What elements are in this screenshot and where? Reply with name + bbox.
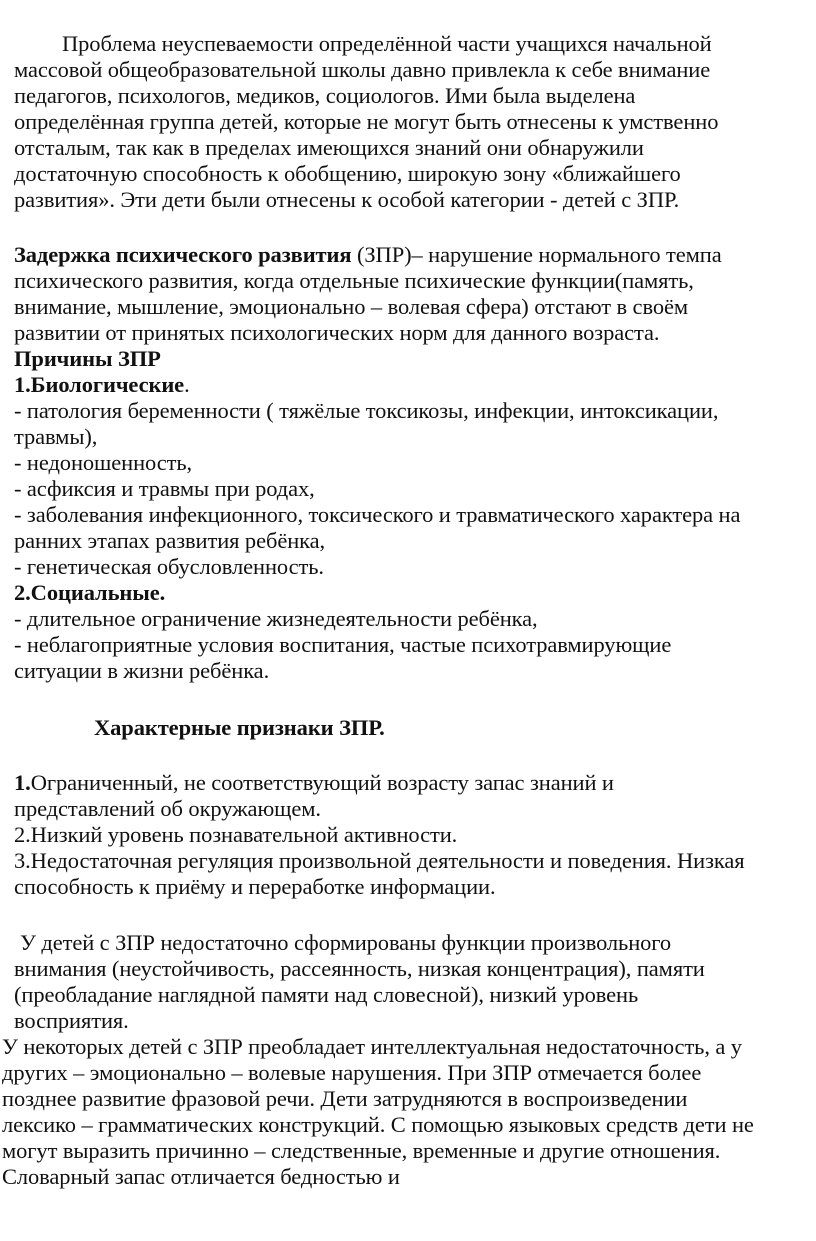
bio-cause-item: - генетическая обусловленность. [14,554,324,579]
sign-item-3-cont: способность к приёму и переработке информации. [14,874,496,899]
attention-line: внимания (неустойчивость, рассеянность, низкая концентрация), памяти [14,956,705,981]
sign-item-3: 3.Недостаточная регуляция произвольной деятельности и поведения. Низкая [14,848,745,873]
bio-cause-item: - патология беременности ( тяжёлые токсикозы, инфекции, интоксикации, [14,398,719,423]
definition-term: Задержка психического развития [14,242,352,267]
bio-title-dot: . [184,372,190,397]
final-line: могут выразить причинно – следственные, временные и другие отношения. [2,1138,721,1163]
bio-cause-item: травмы), [14,424,98,449]
intro-line: отсталым, так как в пределах имеющихся знаний они обнаружили [14,135,644,160]
definition-first-line [14,242,722,268]
social-cause-item: ситуации в жизни ребёнка. [14,658,270,683]
bio-cause-item: - заболевания инфекционного, токсического и травматического характера на [14,502,741,527]
bio-title-line [14,372,190,398]
attention-line: У детей с ЗПР недостаточно сформированы функции произвольного [20,930,672,955]
intro-line: достаточную способность к обобщению, широкую зону «ближайшего [14,161,681,186]
intro-line: педагогов, психологов, медиков, социологов. Ими была выделена [14,83,636,108]
final-line: У некоторых детей с ЗПР преобладает интеллектуальная недостаточность, а у [2,1034,742,1059]
social-cause-item: - длительное ограничение жизнедеятельности ребёнка, [14,606,538,631]
final-line: других – эмоционально – волевые нарушения. При ЗПР отмечается более [2,1060,702,1085]
bio-cause-item: - асфиксия и травмы при родах, [14,476,315,501]
attention-line: (преобладание наглядной памяти над словесной), низкий уровень [14,982,639,1007]
sign-item-1 [14,770,614,796]
definition-line: психического развития, когда отдельные психические функции(память, [14,268,694,293]
causes-heading: Причины ЗПР [14,346,161,371]
sign-item-1-number: 1. [14,770,31,795]
definition-line: развитии от принятых психологических норм для данного возраста. [14,320,660,345]
final-line: лексико – грамматических конструкций. С помощью языковых средств дети не [2,1112,754,1137]
attention-line: восприятия. [14,1008,129,1033]
bio-cause-item: - недоношенность, [14,450,193,475]
bio-causes-title: 1.Биологические [14,372,185,397]
sign-item-2: 2.Низкий уровень познавательной активности. [14,822,458,847]
intro-line: развития». Эти дети были отнесены к особой категории - детей с ЗПР. [14,187,680,212]
signs-heading: Характерные признаки ЗПР. [94,715,385,740]
final-line: Словарный запас отличается бедностью и [2,1164,400,1189]
final-line: позднее развитие фразовой речи. Дети затрудняются в воспроизведении [2,1086,688,1111]
definition-text: (ЗПР)– нарушение нормального темпа [351,242,722,267]
intro-line: Проблема неуспеваемости определённой части учащихся начальной [62,31,712,56]
intro-line: определённая группа детей, которые не могут быть отнесены к умственно [14,109,719,134]
social-cause-item: - неблагоприятные условия воспитания, частые психотравмирующие [14,632,672,657]
definition-line: внимание, мышление, эмоционально – волевая сфера) отстают в своём [14,294,688,319]
bio-cause-item: ранних этапах развития ребёнка, [14,528,326,553]
sign-item-1-cont: представлений об окружающем. [14,796,321,821]
intro-line: массовой общеобразовательной школы давно привлекла к себе внимание [14,57,711,82]
sign-item-1-text: Ограниченный, не соответствующий возрасту запас знаний и [30,770,614,795]
social-causes-title: 2.Социальные. [14,580,166,605]
